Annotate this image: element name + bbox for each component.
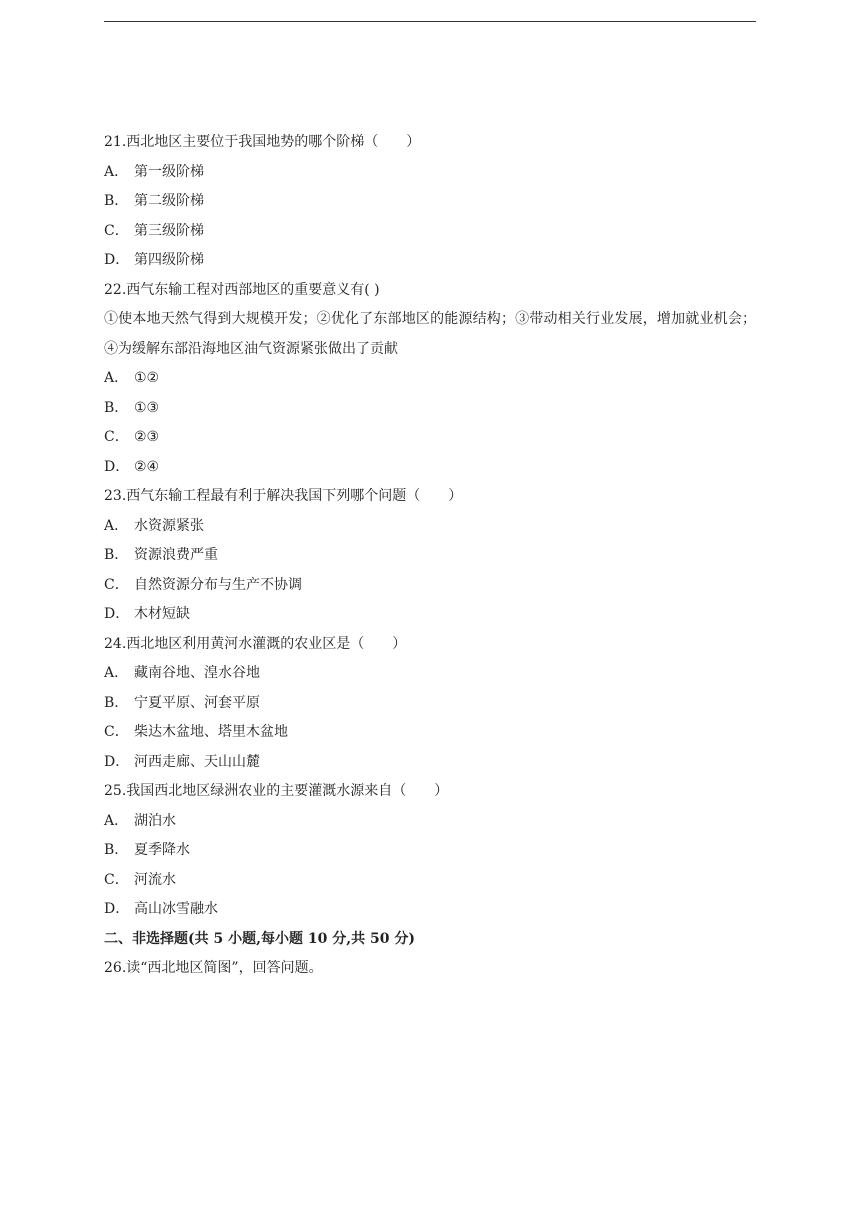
option-b[interactable] xyxy=(104,394,756,424)
option-letter: D． xyxy=(104,901,130,917)
option-a[interactable] xyxy=(104,512,756,542)
question-stem: 25.我国西北地区绿洲农业的主要灌溉水源来自（ ） xyxy=(104,783,449,799)
option-letter: B． xyxy=(104,399,129,416)
option-text: 河流水 xyxy=(134,871,176,888)
option-letter: C． xyxy=(104,724,129,740)
option-letter: A． xyxy=(104,370,129,386)
question-stem: 26.读“西北地区简图”，回答问题。 xyxy=(104,960,323,976)
option-a[interactable] xyxy=(104,659,756,689)
option-text: ②④ xyxy=(134,458,160,475)
option-d[interactable] xyxy=(104,600,756,630)
option-text: ①② xyxy=(134,370,160,386)
question-stem: 23.西气东输工程最有利于解决我国下列哪个问题（ ） xyxy=(104,488,463,504)
option-text: 宁夏平原、河套平原 xyxy=(134,694,260,711)
option-letter: A． xyxy=(104,812,129,829)
option-text: 湖泊水 xyxy=(134,812,176,829)
option-text: 木材短缺 xyxy=(134,606,190,622)
option-letter: D． xyxy=(104,753,130,770)
option-text: 柴达木盆地、塔里木盆地 xyxy=(134,724,288,740)
option-text: 第一级阶梯 xyxy=(134,163,204,180)
option-letter: C． xyxy=(104,429,129,445)
option-a[interactable] xyxy=(104,364,756,394)
section-title: 二、非选择题(共 5 小题,每小题 10 分,共 50 分) xyxy=(104,930,415,947)
option-text: 资源浪费严重 xyxy=(134,547,218,563)
question-stem: 21.西北地区主要位于我国地势的哪个阶梯（ ） xyxy=(104,134,421,150)
option-letter: C． xyxy=(104,222,129,239)
question-stem: 22.西气东输工程对西部地区的重要意义有( ) xyxy=(104,281,380,298)
option-text: 第二级阶梯 xyxy=(134,193,204,209)
option-a[interactable] xyxy=(104,158,756,188)
option-b[interactable] xyxy=(104,187,756,217)
option-text: 自然资源分布与生产不协调 xyxy=(134,576,302,593)
option-letter: C． xyxy=(104,576,129,593)
option-text: 第三级阶梯 xyxy=(134,222,204,239)
option-letter: D． xyxy=(104,606,130,622)
option-b[interactable] xyxy=(104,541,756,571)
option-text: 夏季降水 xyxy=(134,842,190,858)
option-letter: B． xyxy=(104,842,129,858)
option-letter: A． xyxy=(104,517,129,534)
option-text: 河西走廊、天山山麓 xyxy=(134,753,260,770)
option-letter: D． xyxy=(104,252,130,268)
option-text: 水资源紧张 xyxy=(134,517,204,534)
option-letter: A． xyxy=(104,163,129,180)
page-content xyxy=(104,128,756,984)
question-statement: ①使本地天然气得到大规模开发；②优化了东部地区的能源结构；③带动相关行业发展，增加就业机会；④为缓解东部沿海地区油气资源紧张做出了贡献 xyxy=(104,311,756,357)
option-text: ②③ xyxy=(134,429,160,445)
option-text: ①③ xyxy=(134,399,160,416)
option-text: 高山冰雪融水 xyxy=(134,901,218,917)
option-c[interactable] xyxy=(104,718,756,748)
option-b[interactable] xyxy=(104,836,756,866)
option-d[interactable] xyxy=(104,453,756,483)
option-d[interactable] xyxy=(104,895,756,925)
option-letter: D． xyxy=(104,458,130,475)
option-letter: A． xyxy=(104,665,129,681)
header-rule xyxy=(104,21,756,22)
option-letter: B． xyxy=(104,694,129,711)
option-text: 第四级阶梯 xyxy=(134,252,204,268)
option-letter: C． xyxy=(104,871,129,888)
option-letter: B． xyxy=(104,193,129,209)
option-text: 藏南谷地、湟水谷地 xyxy=(134,665,260,681)
option-c[interactable] xyxy=(104,571,756,601)
option-d[interactable] xyxy=(104,246,756,276)
question-stem: 24.西北地区利用黄河水灌溉的农业区是（ ） xyxy=(104,635,407,652)
option-c[interactable] xyxy=(104,423,756,453)
option-letter: B． xyxy=(104,547,129,563)
option-d[interactable] xyxy=(104,748,756,778)
option-c[interactable] xyxy=(104,217,756,247)
option-b[interactable] xyxy=(104,689,756,719)
option-a[interactable] xyxy=(104,807,756,837)
option-c[interactable] xyxy=(104,866,756,896)
